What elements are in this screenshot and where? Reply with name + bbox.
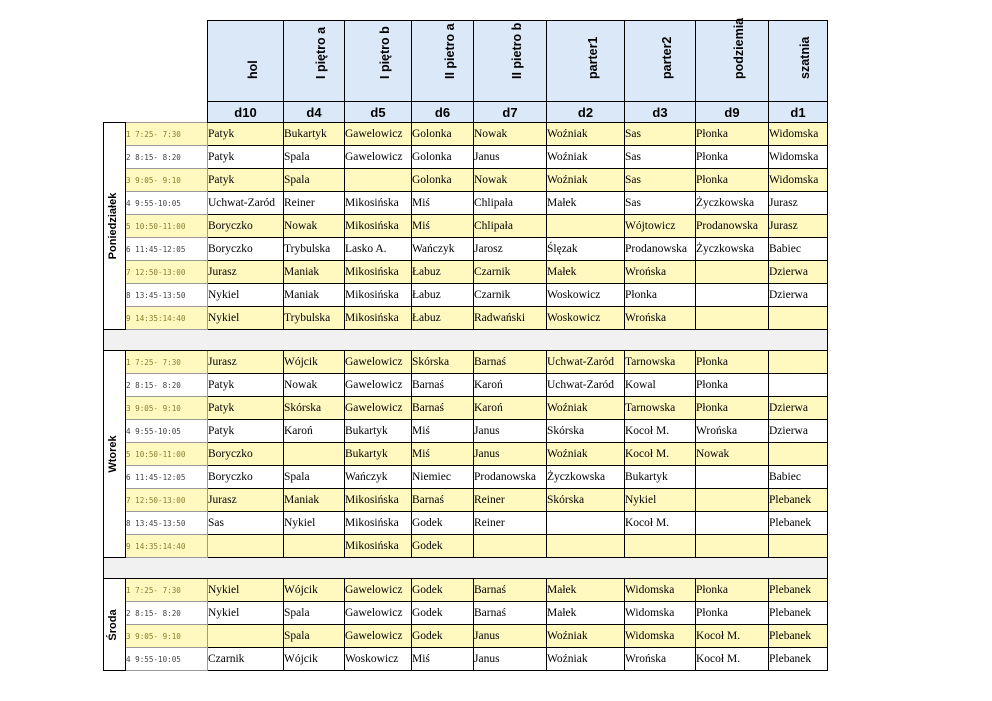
schedule-row bbox=[104, 466, 828, 489]
teacher-cell[interactable]: Wrońska bbox=[625, 261, 696, 284]
teacher-cell[interactable]: Sas bbox=[625, 146, 696, 169]
teacher-cell[interactable]: Czarnik bbox=[208, 648, 284, 671]
teacher-cell[interactable]: Kocoł M. bbox=[696, 648, 769, 671]
teacher-cell[interactable]: Prodanowska bbox=[474, 466, 547, 489]
teacher-cell[interactable]: Nowak bbox=[474, 123, 547, 146]
teacher-cell[interactable] bbox=[696, 512, 769, 535]
teacher-cell[interactable] bbox=[696, 466, 769, 489]
teacher-cell[interactable] bbox=[345, 169, 412, 192]
column-code: d7 bbox=[474, 102, 547, 123]
time-slot: 1 7:25- 7:30 bbox=[126, 579, 208, 602]
teacher-cell[interactable] bbox=[284, 535, 345, 558]
column-code: d10 bbox=[208, 102, 284, 123]
column-label: I piętro b bbox=[378, 26, 392, 79]
teacher-cell[interactable]: Płonka bbox=[696, 169, 769, 192]
teacher-cell[interactable]: Woskowicz bbox=[345, 648, 412, 671]
teacher-cell[interactable]: Janus bbox=[474, 625, 547, 648]
teacher-cell[interactable]: Patyk bbox=[208, 397, 284, 420]
teacher-cell[interactable]: Boryczko bbox=[208, 238, 284, 261]
teacher-cell[interactable]: Dzierwa bbox=[769, 284, 828, 307]
column-code: d6 bbox=[412, 102, 474, 123]
day-name: Środa bbox=[107, 608, 119, 641]
teacher-cell[interactable] bbox=[769, 535, 828, 558]
column-code: d5 bbox=[345, 102, 412, 123]
teacher-cell[interactable]: Mikosińska bbox=[345, 261, 412, 284]
teacher-cell[interactable]: Jurasz bbox=[769, 215, 828, 238]
time-slot: 9 14:35:14:40 bbox=[126, 535, 208, 558]
column-code: d3 bbox=[625, 102, 696, 123]
teacher-cell[interactable]: Płonka bbox=[696, 602, 769, 625]
teacher-cell[interactable]: Gawelowicz bbox=[345, 374, 412, 397]
teacher-cell[interactable]: Sas bbox=[625, 169, 696, 192]
teacher-cell[interactable]: Barnaś bbox=[412, 489, 474, 512]
teacher-cell[interactable]: Woźniak bbox=[547, 146, 625, 169]
column-label: szatnia bbox=[798, 36, 812, 79]
teacher-cell[interactable]: Spala bbox=[284, 466, 345, 489]
day-label-cell bbox=[104, 579, 126, 671]
teacher-cell[interactable]: Kocoł M. bbox=[625, 512, 696, 535]
day-separator bbox=[104, 558, 828, 579]
schedule-row bbox=[104, 351, 828, 374]
teacher-cell[interactable]: Godek bbox=[412, 512, 474, 535]
teacher-cell[interactable]: Karoń bbox=[474, 374, 547, 397]
teacher-cell[interactable]: Boryczko bbox=[208, 215, 284, 238]
teacher-cell[interactable] bbox=[769, 374, 828, 397]
teacher-cell[interactable]: Kocoł M. bbox=[696, 625, 769, 648]
column-label: podziemia bbox=[732, 17, 746, 79]
teacher-cell[interactable]: Miś bbox=[412, 215, 474, 238]
schedule-row bbox=[104, 602, 828, 625]
teacher-cell[interactable]: Bukartyk bbox=[345, 443, 412, 466]
teacher-cell[interactable]: Wójcik bbox=[284, 351, 345, 374]
teacher-cell[interactable]: Sas bbox=[625, 192, 696, 215]
teacher-cell[interactable]: Tarnowska bbox=[625, 397, 696, 420]
teacher-cell[interactable]: Miś bbox=[412, 192, 474, 215]
teacher-cell[interactable]: Reiner bbox=[284, 192, 345, 215]
teacher-cell[interactable]: Godek bbox=[412, 625, 474, 648]
schedule-row bbox=[104, 123, 828, 146]
column-code: d9 bbox=[696, 102, 769, 123]
teacher-cell[interactable]: Płonka bbox=[696, 579, 769, 602]
teacher-cell[interactable]: Bukartyk bbox=[284, 123, 345, 146]
teacher-cell[interactable]: Gawelowicz bbox=[345, 351, 412, 374]
teacher-cell[interactable]: Nykiel bbox=[208, 284, 284, 307]
teacher-cell[interactable]: Jurasz bbox=[769, 192, 828, 215]
teacher-cell[interactable]: Kocoł M. bbox=[625, 443, 696, 466]
teacher-cell[interactable]: Janus bbox=[474, 420, 547, 443]
teacher-cell[interactable] bbox=[547, 512, 625, 535]
teacher-cell[interactable]: Wańczyk bbox=[412, 238, 474, 261]
teacher-cell[interactable]: Godek bbox=[412, 602, 474, 625]
time-slot: 7 12:50-13:00 bbox=[126, 489, 208, 512]
teacher-cell[interactable]: Mikosińska bbox=[345, 535, 412, 558]
schedule-row bbox=[104, 625, 828, 648]
teacher-cell[interactable]: Mikosińska bbox=[345, 284, 412, 307]
day-label-cell bbox=[104, 123, 126, 330]
teacher-cell[interactable]: Boryczko bbox=[208, 443, 284, 466]
teacher-cell[interactable] bbox=[696, 261, 769, 284]
schedule-row bbox=[104, 397, 828, 420]
teacher-cell[interactable]: Mikosińska bbox=[345, 512, 412, 535]
teacher-cell[interactable]: Nowak bbox=[696, 443, 769, 466]
column-header bbox=[208, 21, 284, 102]
teacher-cell[interactable]: Radwański bbox=[474, 307, 547, 330]
teacher-cell[interactable]: Nykiel bbox=[625, 489, 696, 512]
teacher-cell[interactable]: Nowak bbox=[474, 169, 547, 192]
teacher-cell[interactable]: Patyk bbox=[208, 123, 284, 146]
column-label: I piętro a bbox=[314, 26, 328, 79]
teacher-cell[interactable]: Kocoł M. bbox=[625, 420, 696, 443]
teacher-cell[interactable]: Prodanowska bbox=[696, 215, 769, 238]
teacher-cell[interactable]: Plebanek bbox=[769, 512, 828, 535]
teacher-cell[interactable] bbox=[696, 307, 769, 330]
separator-cell bbox=[104, 330, 828, 351]
column-label: II pietro b bbox=[510, 22, 524, 79]
teacher-cell[interactable]: Wójcik bbox=[284, 579, 345, 602]
teacher-cell[interactable]: Widomska bbox=[769, 169, 828, 192]
teacher-cell[interactable]: Płonka bbox=[696, 397, 769, 420]
teacher-cell[interactable]: Reiner bbox=[474, 489, 547, 512]
teacher-cell[interactable]: Patyk bbox=[208, 420, 284, 443]
column-header bbox=[345, 21, 412, 102]
teacher-cell[interactable]: Janus bbox=[474, 648, 547, 671]
teacher-cell[interactable]: Woskowicz bbox=[547, 284, 625, 307]
teacher-cell[interactable]: Plebanek bbox=[769, 625, 828, 648]
teacher-cell[interactable]: Uchwat-Zaród bbox=[547, 374, 625, 397]
teacher-cell[interactable]: Płonka bbox=[696, 374, 769, 397]
column-label: II pietro a bbox=[442, 23, 457, 79]
teacher-cell[interactable]: Wańczyk bbox=[345, 466, 412, 489]
teacher-cell[interactable]: Woźniak bbox=[547, 625, 625, 648]
column-code: d1 bbox=[769, 102, 828, 123]
teacher-cell[interactable]: Gawelowicz bbox=[345, 123, 412, 146]
teacher-cell[interactable] bbox=[208, 625, 284, 648]
time-slot: 5 10:50-11:00 bbox=[126, 215, 208, 238]
schedule-row bbox=[104, 284, 828, 307]
teacher-cell[interactable]: Prodanowska bbox=[625, 238, 696, 261]
duty-schedule-table bbox=[103, 17, 828, 671]
teacher-cell[interactable]: Wójtowicz bbox=[625, 215, 696, 238]
teacher-cell[interactable]: Miś bbox=[412, 443, 474, 466]
teacher-cell[interactable]: Jurasz bbox=[208, 351, 284, 374]
teacher-cell[interactable] bbox=[696, 535, 769, 558]
schedule-row bbox=[104, 489, 828, 512]
teacher-cell[interactable]: Patyk bbox=[208, 374, 284, 397]
teacher-cell[interactable]: Spala bbox=[284, 169, 345, 192]
teacher-cell[interactable]: Golonka bbox=[412, 169, 474, 192]
time-slot: 6 11:45-12:05 bbox=[126, 466, 208, 489]
time-slot: 3 9:05- 9:10 bbox=[126, 169, 208, 192]
column-header bbox=[474, 21, 547, 102]
column-code: d2 bbox=[547, 102, 625, 123]
teacher-cell[interactable]: Barnaś bbox=[474, 351, 547, 374]
day-label-cell bbox=[104, 351, 126, 558]
teacher-cell[interactable] bbox=[547, 535, 625, 558]
teacher-cell[interactable]: Nowak bbox=[284, 215, 345, 238]
teacher-cell[interactable]: Lasko A. bbox=[345, 238, 412, 261]
teacher-cell[interactable]: Godek bbox=[412, 535, 474, 558]
teacher-cell[interactable]: Babiec bbox=[769, 466, 828, 489]
teacher-cell[interactable]: Łabuz bbox=[412, 261, 474, 284]
schedule-row bbox=[104, 215, 828, 238]
teacher-cell[interactable]: Widomska bbox=[769, 123, 828, 146]
teacher-cell[interactable]: Babiec bbox=[769, 238, 828, 261]
teacher-cell[interactable]: Płonka bbox=[625, 284, 696, 307]
teacher-cell[interactable]: Janus bbox=[474, 443, 547, 466]
teacher-cell[interactable]: Reiner bbox=[474, 512, 547, 535]
teacher-cell[interactable]: Boryczko bbox=[208, 466, 284, 489]
teacher-cell[interactable]: Jurasz bbox=[208, 489, 284, 512]
teacher-cell[interactable]: Wójcik bbox=[284, 648, 345, 671]
column-label: parter1 bbox=[585, 36, 600, 79]
teacher-cell[interactable]: Skórska bbox=[547, 420, 625, 443]
teacher-cell[interactable] bbox=[769, 443, 828, 466]
time-slot: 2 8:15- 8:20 bbox=[126, 146, 208, 169]
column-header bbox=[769, 21, 828, 102]
schedule-row bbox=[104, 648, 828, 671]
teacher-cell[interactable]: Janus bbox=[474, 146, 547, 169]
teacher-cell[interactable]: Plebanek bbox=[769, 579, 828, 602]
column-header bbox=[625, 21, 696, 102]
teacher-cell[interactable]: Gawelowicz bbox=[345, 579, 412, 602]
day-separator bbox=[104, 330, 828, 351]
header-label-row bbox=[104, 21, 828, 102]
teacher-cell[interactable]: Karoń bbox=[474, 397, 547, 420]
column-label: parter2 bbox=[660, 36, 674, 79]
teacher-cell[interactable]: Miś bbox=[412, 648, 474, 671]
teacher-cell[interactable]: Mikosińska bbox=[345, 192, 412, 215]
teacher-cell[interactable]: Spala bbox=[284, 602, 345, 625]
schedule-row bbox=[104, 512, 828, 535]
teacher-cell[interactable]: Płonka bbox=[696, 146, 769, 169]
teacher-cell[interactable]: Maniak bbox=[284, 489, 345, 512]
time-slot: 1 7:25- 7:30 bbox=[126, 123, 208, 146]
teacher-cell[interactable]: Gawelowicz bbox=[345, 397, 412, 420]
schedule-row bbox=[104, 238, 828, 261]
teacher-cell[interactable]: Sas bbox=[625, 123, 696, 146]
schedule-row bbox=[104, 420, 828, 443]
time-slot: 5 10:50-11:00 bbox=[126, 443, 208, 466]
teacher-cell[interactable]: Plebanek bbox=[769, 602, 828, 625]
teacher-cell[interactable]: Jurasz bbox=[208, 261, 284, 284]
teacher-cell[interactable]: Łabuz bbox=[412, 284, 474, 307]
time-slot: 2 8:15- 8:20 bbox=[126, 374, 208, 397]
teacher-cell[interactable]: Woźniak bbox=[547, 443, 625, 466]
time-slot: 2 8:15- 8:20 bbox=[126, 602, 208, 625]
teacher-cell[interactable]: Bukartyk bbox=[625, 466, 696, 489]
time-slot: 1 7:25- 7:30 bbox=[126, 351, 208, 374]
teacher-cell[interactable]: Gawelowicz bbox=[345, 146, 412, 169]
teacher-cell[interactable] bbox=[547, 215, 625, 238]
teacher-cell[interactable]: Woźniak bbox=[547, 397, 625, 420]
teacher-cell[interactable]: Widomska bbox=[625, 579, 696, 602]
column-header bbox=[412, 21, 474, 102]
teacher-cell[interactable]: Sas bbox=[208, 512, 284, 535]
teacher-cell[interactable]: Patyk bbox=[208, 146, 284, 169]
time-slot: 4 9:55-10:05 bbox=[126, 420, 208, 443]
teacher-cell[interactable]: Niemiec bbox=[412, 466, 474, 489]
teacher-cell[interactable]: Skórska bbox=[547, 489, 625, 512]
teacher-cell[interactable]: Mikosińska bbox=[345, 307, 412, 330]
teacher-cell[interactable] bbox=[625, 535, 696, 558]
teacher-cell[interactable]: Życzkowska bbox=[547, 466, 625, 489]
time-slot: 3 9:05- 9:10 bbox=[126, 625, 208, 648]
teacher-cell[interactable]: Bukartyk bbox=[345, 420, 412, 443]
teacher-cell[interactable]: Płonka bbox=[696, 123, 769, 146]
teacher-cell[interactable]: Miś bbox=[412, 420, 474, 443]
teacher-cell[interactable]: Golonka bbox=[412, 123, 474, 146]
teacher-cell[interactable]: Woźniak bbox=[547, 169, 625, 192]
teacher-cell[interactable]: Uchwat-Zaród bbox=[208, 192, 284, 215]
teacher-cell[interactable]: Kowal bbox=[625, 374, 696, 397]
teacher-cell[interactable]: Patyk bbox=[208, 169, 284, 192]
header-code-row bbox=[104, 102, 828, 123]
teacher-cell[interactable]: Małek bbox=[547, 579, 625, 602]
teacher-cell[interactable]: Godek bbox=[412, 579, 474, 602]
teacher-cell[interactable]: Widomska bbox=[769, 146, 828, 169]
teacher-cell[interactable]: Dzierwa bbox=[769, 397, 828, 420]
teacher-cell[interactable]: Gawelowicz bbox=[345, 625, 412, 648]
teacher-cell[interactable]: Chlipała bbox=[474, 192, 547, 215]
teacher-cell[interactable]: Skórska bbox=[284, 397, 345, 420]
teacher-cell[interactable] bbox=[696, 284, 769, 307]
schedule-row bbox=[104, 307, 828, 330]
header-corner bbox=[104, 102, 208, 123]
teacher-cell[interactable]: Karoń bbox=[284, 420, 345, 443]
schedule-row bbox=[104, 192, 828, 215]
teacher-cell[interactable]: Dzierwa bbox=[769, 261, 828, 284]
column-header bbox=[547, 21, 625, 102]
duty-schedule-sheet bbox=[103, 17, 828, 671]
teacher-cell[interactable]: Trybulska bbox=[284, 238, 345, 261]
schedule-row bbox=[104, 374, 828, 397]
day-name: Poniedziałek bbox=[107, 192, 119, 260]
time-slot: 4 9:55-10:05 bbox=[126, 192, 208, 215]
teacher-cell[interactable]: Spala bbox=[284, 146, 345, 169]
teacher-cell[interactable]: Czarnik bbox=[474, 284, 547, 307]
schedule-row bbox=[104, 579, 828, 602]
teacher-cell[interactable]: Życzkowska bbox=[696, 192, 769, 215]
teacher-cell[interactable]: Widomska bbox=[625, 625, 696, 648]
time-slot: 8 13:45-13:50 bbox=[126, 284, 208, 307]
teacher-cell[interactable]: Dzierwa bbox=[769, 420, 828, 443]
teacher-cell[interactable]: Plebanek bbox=[769, 489, 828, 512]
teacher-cell[interactable]: Barnaś bbox=[412, 397, 474, 420]
teacher-cell[interactable]: Małek bbox=[547, 192, 625, 215]
teacher-cell[interactable]: Płonka bbox=[696, 351, 769, 374]
teacher-cell[interactable]: Nykiel bbox=[208, 307, 284, 330]
teacher-cell[interactable]: Ślęzak bbox=[547, 238, 625, 261]
schedule-row bbox=[104, 169, 828, 192]
teacher-cell[interactable]: Tarnowska bbox=[625, 351, 696, 374]
teacher-cell[interactable]: Barnaś bbox=[474, 579, 547, 602]
teacher-cell[interactable]: Wrońska bbox=[625, 648, 696, 671]
column-header bbox=[284, 21, 345, 102]
teacher-cell[interactable]: Plebanek bbox=[769, 648, 828, 671]
teacher-cell[interactable]: Łabuz bbox=[412, 307, 474, 330]
teacher-cell[interactable] bbox=[696, 489, 769, 512]
time-slot: 8 13:45-13:50 bbox=[126, 512, 208, 535]
teacher-cell[interactable]: Chlipała bbox=[474, 215, 547, 238]
teacher-cell[interactable] bbox=[769, 351, 828, 374]
header-corner bbox=[104, 21, 208, 102]
teacher-cell[interactable]: Gawelowicz bbox=[345, 602, 412, 625]
time-slot: 6 11:45-12:05 bbox=[126, 238, 208, 261]
column-code: d4 bbox=[284, 102, 345, 123]
schedule-row bbox=[104, 443, 828, 466]
teacher-cell[interactable] bbox=[474, 535, 547, 558]
teacher-cell[interactable]: Woskowicz bbox=[547, 307, 625, 330]
teacher-cell[interactable] bbox=[284, 443, 345, 466]
column-label: hol bbox=[245, 60, 260, 79]
teacher-cell[interactable]: Golonka bbox=[412, 146, 474, 169]
day-name: Wtorek bbox=[107, 435, 119, 473]
teacher-cell[interactable]: Maniak bbox=[284, 261, 345, 284]
time-slot: 4 9:55-10:05 bbox=[126, 648, 208, 671]
teacher-cell[interactable]: Barnaś bbox=[474, 602, 547, 625]
teacher-cell[interactable]: Jarosz bbox=[474, 238, 547, 261]
schedule-row bbox=[104, 535, 828, 558]
teacher-cell[interactable]: Czarnik bbox=[474, 261, 547, 284]
schedule-row bbox=[104, 146, 828, 169]
teacher-cell[interactable]: Wrońska bbox=[625, 307, 696, 330]
teacher-cell[interactable]: Wrońska bbox=[696, 420, 769, 443]
teacher-cell[interactable]: Życzkowska bbox=[696, 238, 769, 261]
teacher-cell[interactable]: Nowak bbox=[284, 374, 345, 397]
teacher-cell[interactable]: Mikosińska bbox=[345, 489, 412, 512]
teacher-cell[interactable]: Nykiel bbox=[208, 602, 284, 625]
teacher-cell[interactable]: Małek bbox=[547, 602, 625, 625]
column-header bbox=[696, 17, 769, 102]
time-slot: 7 12:50-13:00 bbox=[126, 261, 208, 284]
teacher-cell[interactable]: Małek bbox=[547, 261, 625, 284]
teacher-cell[interactable]: Mikosińska bbox=[345, 215, 412, 238]
time-slot: 9 14:35:14:40 bbox=[126, 307, 208, 330]
separator-cell bbox=[104, 558, 828, 579]
teacher-cell[interactable]: Skórska bbox=[412, 351, 474, 374]
teacher-cell[interactable]: Woźniak bbox=[547, 123, 625, 146]
teacher-cell[interactable] bbox=[769, 307, 828, 330]
time-slot: 3 9:05- 9:10 bbox=[126, 397, 208, 420]
teacher-cell[interactable]: Spala bbox=[284, 625, 345, 648]
teacher-cell[interactable]: Woźniak bbox=[547, 648, 625, 671]
teacher-cell[interactable]: Trybulska bbox=[284, 307, 345, 330]
teacher-cell[interactable]: Widomska bbox=[625, 602, 696, 625]
teacher-cell[interactable]: Barnaś bbox=[412, 374, 474, 397]
teacher-cell[interactable] bbox=[208, 535, 284, 558]
teacher-cell[interactable]: Maniak bbox=[284, 284, 345, 307]
teacher-cell[interactable]: Nykiel bbox=[284, 512, 345, 535]
schedule-row bbox=[104, 261, 828, 284]
teacher-cell[interactable]: Uchwat-Zaród bbox=[547, 351, 625, 374]
teacher-cell[interactable]: Nykiel bbox=[208, 579, 284, 602]
